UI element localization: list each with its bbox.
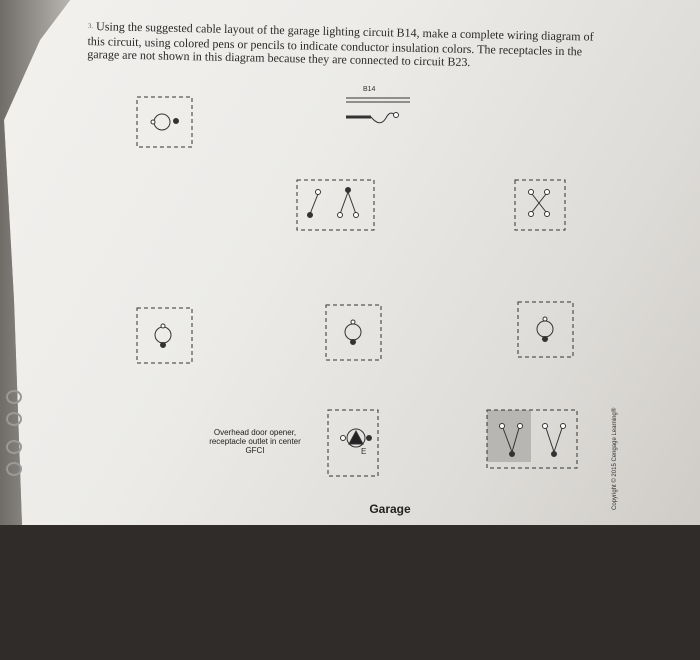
receptacle-mark: E [361, 447, 367, 456]
circuit-label: B14 [363, 86, 376, 93]
question-body: Using the suggested cable layout of the garage lighting circuit B14, make a complete wiring diagram of this circuit, using colored pens or pencils to indicate conductor insulation colors. The receptacles in the garage are not shown in this diagram because they are connected to circuit B23. [87, 19, 594, 70]
double-switch-box [297, 180, 374, 230]
four-way-switch-box [515, 180, 565, 230]
question-number: 3. [87, 21, 94, 31]
b14-home-run-symbol [346, 98, 410, 123]
lamp-outlet-middle-center [326, 305, 381, 360]
receptacle-box [328, 410, 378, 476]
room-label: Garage [369, 502, 411, 516]
overhead-door-note: Overhead door opener, receptacle outlet in center GFCI [209, 428, 301, 455]
three-way-switch-box [487, 410, 577, 468]
lamp-outlet-middle-right [518, 302, 573, 357]
lamp-outlet-top-left [137, 97, 192, 147]
copyright-notice: Copyright © 2015 Cengage Learning® [612, 407, 618, 510]
copyright-wrap [612, 407, 622, 660]
lamp-outlet-middle-left [137, 308, 192, 363]
